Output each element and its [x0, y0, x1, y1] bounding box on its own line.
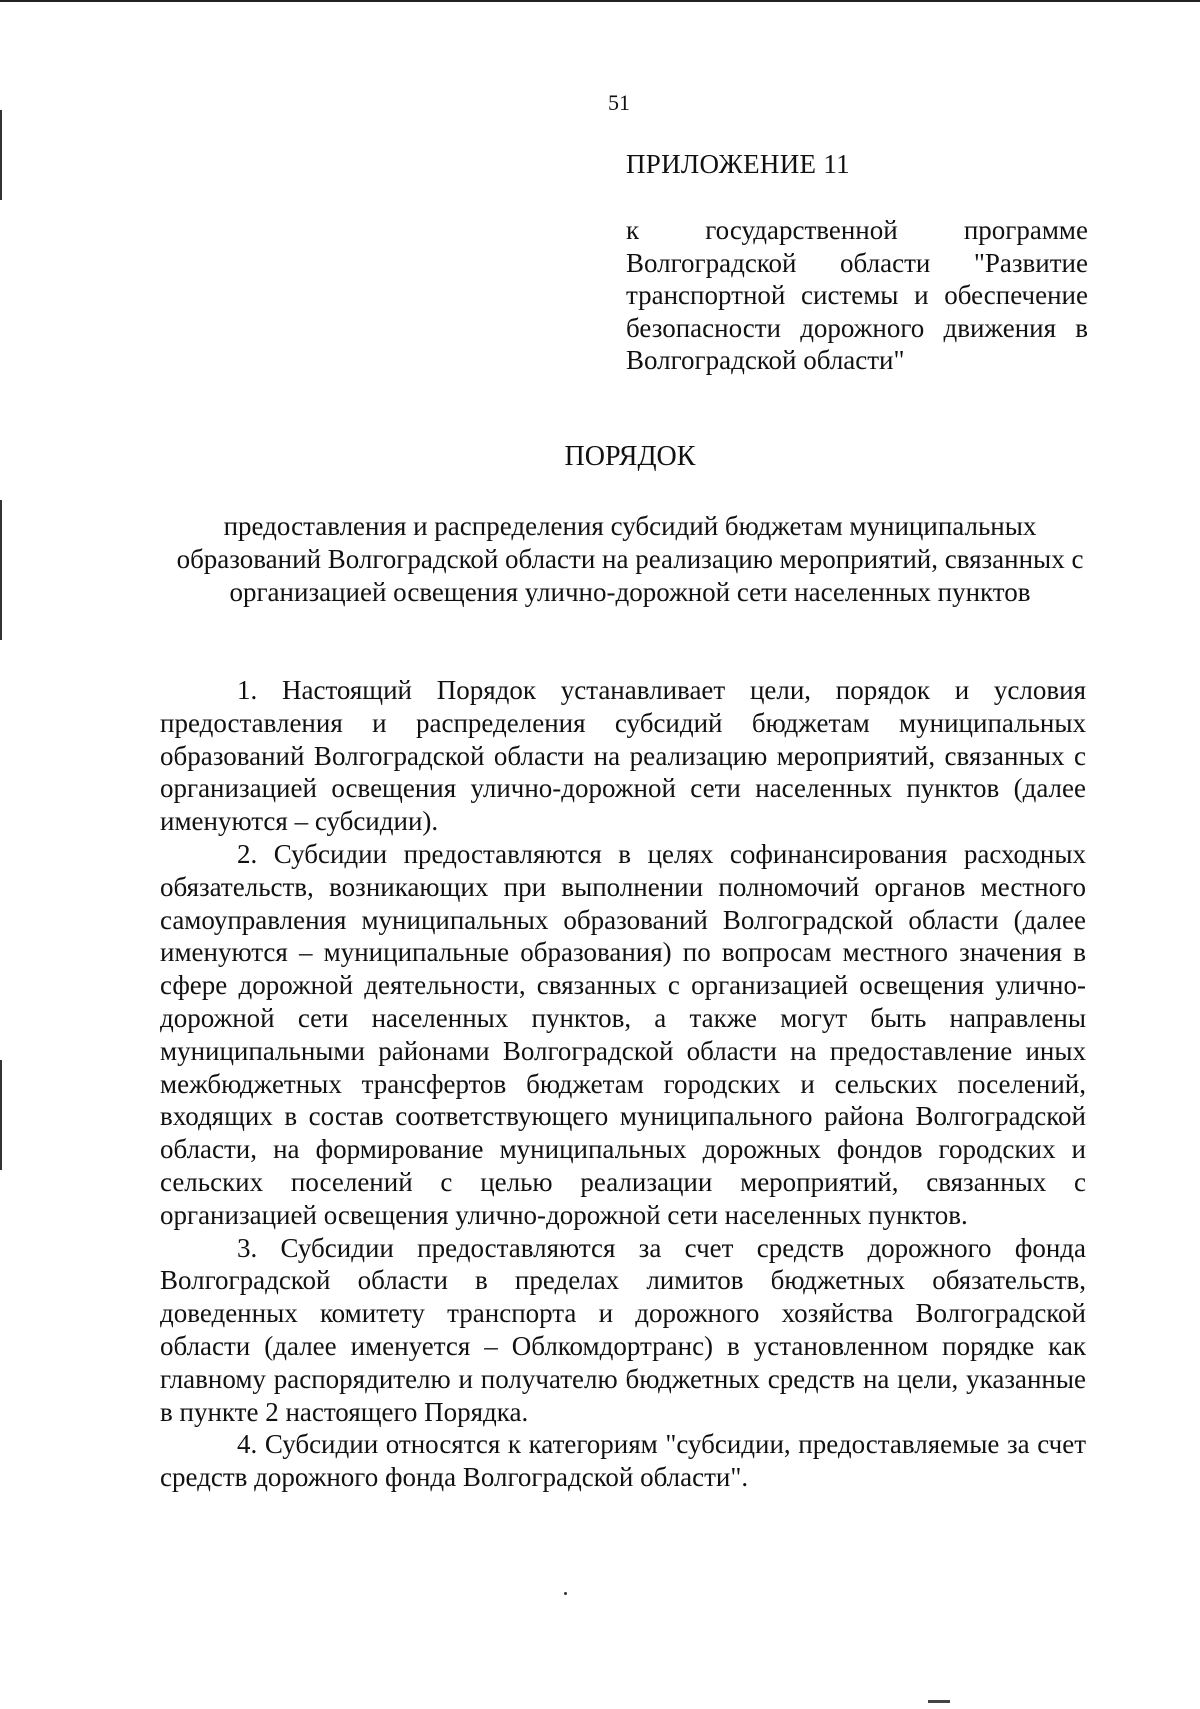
appendix-title: ПРИЛОЖЕНИЕ 11 [626, 149, 850, 179]
paragraph-2: 2. Субсидии предоставляются в целях софинансирования расходных обязательств, возникающих при выполнении полномочий органов местного самоуправления муниципальных образований Волгоградской области (далее именуются – муниципальные образования) по вопросам местного значения в сфере дорожной деятельности, связанных с организацией освещения улично-дорожной сети населенных пунктов, а также могут быть направлены муниципальными районами Волгоградской области на предоставление иных межбюджетных трансфертов бюджетам городских и сельских поселений, входящих в состав соответствующего муниципального района Волгоградской области, на формирование муниципальных дорожных фондов городских и сельских поселений с целью реализации мероприятий, связанных с организацией освещения улично-дорожной сети населенных пунктов. [160, 838, 1086, 1230]
scan-dot-mark [564, 1592, 567, 1595]
page-number: 51 [608, 90, 630, 115]
paragraph-4: 4. Субсидии относятся к категориям "субсидии, предоставляемые за счет средств дорожного фонда Волгоградской области". [160, 1429, 1086, 1493]
paragraph-1: 1. Настоящий Порядок устанавливает цели, порядок и условия предоставления и распределения субсидий бюджетам муниципальных образований Волгоградской области на реализацию мероприятий, связанных с организацией освещения улично-дорожной сети населенных пунктов (далее именуются – субсидии). [160, 675, 1086, 837]
scan-left-edge-mark [0, 500, 2, 640]
appendix-reference: к государственной программе Волгоградской области "Развитие транспортной системы и обеспечение безопасности дорожного движения в Волгоградской области" [626, 215, 1088, 375]
document-subheading: предоставления и распределения субсидий бюджетам муниципальных образований Волгоградской области на реализацию мероприятий, связанных с организацией освещения улично-дорожной сети населенных пунктов [176, 511, 1084, 607]
scan-left-edge-mark [0, 1060, 2, 1170]
document-body [160, 674, 1086, 1494]
scan-left-edge-mark [0, 110, 2, 200]
document-heading: ПОРЯДОК [564, 441, 696, 472]
scan-top-edge [0, 0, 1200, 2]
paragraph-3: 3. Субсидии предоставляются за счет средств дорожного фонда Волгоградской области в пределах лимитов бюджетных обязательств, доведенных комитету транспорта и дорожного хозяйства Волгоградской области (далее именуется – Облкомдортранс) в установленном порядке как главному распорядителю и получателю бюджетных средств на цели, указанные в пункте 2 настоящего Порядка. [160, 1232, 1086, 1427]
scan-corner-mark [928, 1700, 950, 1703]
